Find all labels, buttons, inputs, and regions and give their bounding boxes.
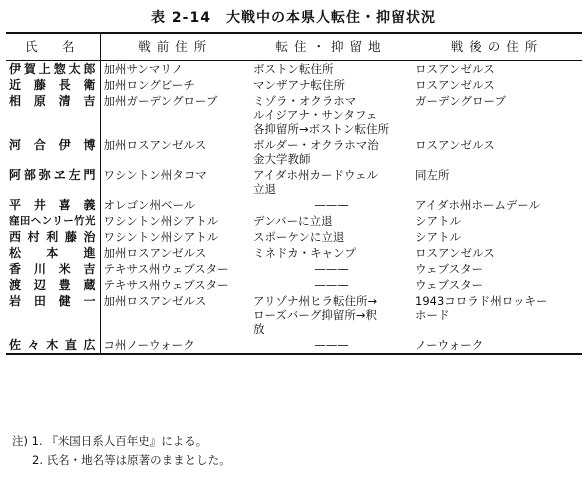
relocation-site: ボストン転住所 (253, 62, 334, 76)
relocation-site: ミネドカ・キャンプ (253, 246, 357, 260)
relocation-site: アリゾナ州ヒラ転住所→ ローズバーグ抑留所→釈 放 (253, 294, 378, 336)
relocation-site: ミゾラ・オクラホマ ルイジアナ・サンタフェ 各抑留所→ボストン転住所 (253, 94, 390, 136)
person-name: 窪田ヘンリー竹光 (6, 213, 100, 229)
postwar-address: ロスアンゼルス (415, 138, 495, 152)
table-row (6, 137, 582, 167)
person-name: 近藤長衛 (6, 77, 100, 93)
relocation-site: デンバーに立退 (253, 214, 333, 228)
person-name: 渡辺豊蔵 (6, 277, 100, 293)
footnote-2: 2. 氏名・地名等は原著のままとした。 (32, 453, 231, 467)
prewar-address: テキサス州ウェブスター (103, 262, 229, 276)
prewar-address: ワシントン州シアトル (103, 214, 219, 228)
person-name: 香川米吉 (6, 261, 100, 277)
table-row (6, 261, 582, 277)
table-row (6, 337, 582, 354)
prewar-address: 加州サンマリノ (103, 62, 183, 76)
relocation-site: マンザアナ転住所 (253, 78, 345, 92)
person-name: 河合伊博 (6, 137, 100, 167)
table-row (6, 245, 582, 261)
postwar-address: シアトル (415, 230, 461, 244)
relocation-site: ——— (314, 278, 349, 292)
postwar-address: ロスアンゼルス (415, 78, 495, 92)
prewar-address: オレゴン州ベール (103, 198, 196, 212)
prewar-address: 加州ロスアンゼルス (103, 294, 207, 308)
prewar-address: 加州ガーデングローブ (103, 94, 218, 108)
postwar-address: 同左所 (415, 168, 450, 182)
table-row (6, 61, 582, 78)
table-row (6, 277, 582, 293)
table-row (6, 93, 582, 137)
person-name: 伊賀上惣太郎 (6, 61, 100, 78)
relocation-site: アイダホ州カードウェル 立退 (253, 168, 379, 196)
relocation-site: スポーケンに立退 (253, 230, 345, 244)
header-relocation-site: 転住・抑留地 (275, 39, 387, 54)
table-row (6, 197, 582, 213)
relocation-site: ——— (314, 338, 349, 352)
table-row (6, 77, 582, 93)
postwar-address: アイダホ州ホームデール (415, 198, 541, 212)
relocation-site: ——— (314, 262, 349, 276)
table-title: 表 2-14 大戦中の本県人転住・抑留状況 (151, 10, 436, 26)
postwar-address: ロスアンゼルス (415, 62, 495, 76)
postwar-address: ロスアンゼルス (415, 246, 495, 260)
prewar-address: 加州ロングビーチ (103, 78, 195, 92)
prewar-address: ワシントン州タコマ (103, 168, 207, 182)
person-name: 西村利藤治 (6, 229, 100, 245)
header-postwar-address: 戦後の住所 (450, 39, 544, 54)
header-name: 氏 名 (6, 33, 100, 61)
table-row (6, 229, 582, 245)
prewar-address: ワシントン州シアトル (103, 230, 219, 244)
relocation-table (6, 32, 582, 355)
postwar-address: ノーウォーク (415, 338, 484, 352)
person-name: 相原清吉 (6, 93, 100, 137)
postwar-address: ガーデングローブ (415, 94, 506, 108)
header-prewar-address: 戦前住所 (138, 39, 213, 54)
relocation-site: ボルダー・オクラホマ治 金大学教師 (253, 138, 379, 166)
postwar-address: 1943コロラド州ロッキー ホード (415, 294, 548, 322)
person-name: 佐々木直広 (6, 337, 100, 354)
person-name: 岩田健一 (6, 293, 100, 337)
postwar-address: ウェブスター (415, 262, 484, 276)
person-name: 平井喜義 (6, 197, 100, 213)
footnotes (12, 432, 231, 470)
footnote-1: 注) 1. 『米国日系人百年史』による。 (12, 434, 208, 448)
prewar-address: テキサス州ウェブスター (103, 278, 229, 292)
prewar-address: コ州ノーウォーク (103, 338, 195, 352)
table-row (6, 167, 582, 197)
prewar-address: 加州ロスアンゼルス (103, 246, 207, 260)
table-row (6, 293, 582, 337)
table-row (6, 213, 582, 229)
prewar-address: 加州ロスアンゼルス (103, 138, 207, 152)
postwar-address: ウェブスター (415, 278, 484, 292)
postwar-address: シアトル (415, 214, 461, 228)
person-name: 松本進 (6, 245, 100, 261)
person-name: 阿部弥ヱ左門 (6, 167, 100, 197)
relocation-site: ——— (314, 198, 349, 212)
header-row (6, 33, 582, 61)
